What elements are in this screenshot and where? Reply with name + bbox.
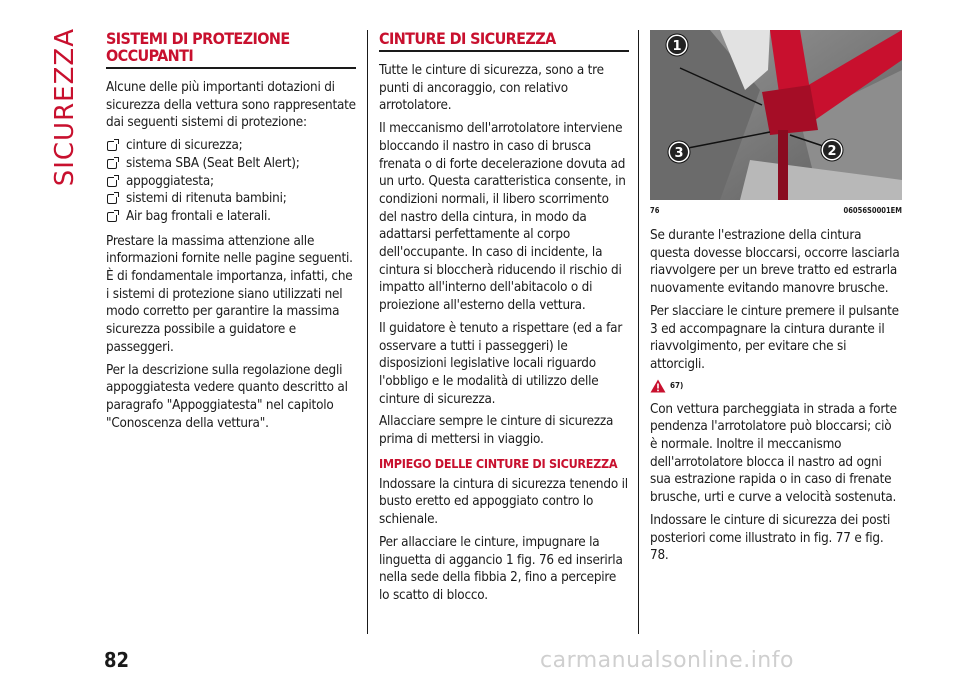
paragraph: Per slacciare le cinture premere il pulsante 3 ed accompagnare la cintura durante il riavvolgimento, per evitare che si attorcigli. <box>650 303 899 372</box>
checkbox-bullet-icon <box>107 159 117 169</box>
checkbox-bullet-icon <box>107 141 117 151</box>
paragraph: Il guidatore è tenuto a rispettare (ed a far osservare a tutti i passeggeri) le disposizioni legislative locali riguardo l'obbligo e le modalità di utilizzo delle cinture di sicurezza. <box>379 320 623 407</box>
checkbox-bullet-icon <box>107 212 117 222</box>
paragraph: Il meccanismo dell'arrotolatore interviene bloccando il nastro in caso di brusca frenata o di forte decelerazione dovuta ad un urto. Questa caratteristica consente, in condizioni normali, il libero scorrimento del nastro della cintura, in modo da adattarsi perfettamente al corpo dell'occupante. In caso di incidente, la cintura si bloccherà riducendo il rischio di impatto all'interno dell'abitacolo o di proiezione all'esterno della vettura. <box>379 121 626 314</box>
paragraph: Indossare le cinture di sicurezza dei posti posteriori come illustrato in fig. 77 e fig. 78. <box>650 512 891 564</box>
attention-paragraph: Prestare la massima attenzione alle informazioni fornite nelle pagine seguenti. È di fondamentale importanza, infatti, che i sistemi di protezione siano utilizzati nel modo corretto per garantire la massima sicurezza possibile a guidatore e passeggeri. <box>106 233 353 355</box>
column-belt-usage <box>650 30 902 570</box>
list-item: sistemi di ritenuta bambini; <box>106 190 356 208</box>
seat-belt-illustration <box>650 30 902 200</box>
column-divider <box>638 30 639 634</box>
headrest-paragraph: Per la descrizione sulla regolazione degli appoggiatesta vedere quanto descritto al paragrafo "Appoggiatesta" nel capitolo "Conoscenza della vettura". <box>106 362 348 431</box>
paragraph: Allacciare sempre le cinture di sicurezza prima di mettersi in viaggio. <box>379 414 614 448</box>
svg-text:3: 3 <box>674 146 684 161</box>
title-rule <box>106 67 356 69</box>
seat-belt-figure <box>650 30 902 200</box>
callout-1-icon <box>666 34 688 56</box>
list-item: sistema SBA (Seat Belt Alert); <box>106 155 356 173</box>
list-item: cinture di sicurezza; <box>106 137 356 155</box>
intro-paragraph: Alcune delle più importanti dotazioni di sicurezza della vettura sono rappresentate dai seguenti sistemi di protezione: <box>106 80 356 131</box>
column-occupant-protection <box>106 30 356 437</box>
watermark: carmanualsonline.info <box>540 648 794 673</box>
column-seat-belts <box>379 30 629 610</box>
svg-text:2: 2 <box>827 144 837 159</box>
protection-systems-list <box>106 137 356 226</box>
paragraph: Tutte le cinture di sicurezza, sono a tre punti di ancoraggio, con relativo arrotolatore. <box>379 63 604 114</box>
checkbox-bullet-icon <box>107 177 117 187</box>
figure-code: 06056S0001EM <box>843 206 902 215</box>
section-tab-label: SICUREZZA <box>50 28 80 187</box>
list-item: appoggiatesta; <box>106 173 356 191</box>
seat-belts-title: CINTURE DI SICUREZZA <box>379 29 556 48</box>
paragraph: Se durante l'estrazione della cintura questa dovesse bloccarsi, occorre lasciarla riavvolgere per un breve tratto ed estrarla nuovamente evitando manovre brusche. <box>650 228 900 297</box>
warning-triangle-icon <box>650 379 666 393</box>
title-rule <box>379 50 629 52</box>
warning-reference <box>650 379 902 393</box>
paragraph: Per allacciare le cinture, impugnare la linguetta di aggancio 1 fig. 76 ed inserirla nella sede della fibbia 2, fino a percepire lo scatto di blocco. <box>379 534 623 603</box>
callout-2-icon <box>821 139 843 161</box>
occupant-protection-title: SISTEMI DI PROTEZIONE OCCUPANTI <box>106 29 290 65</box>
list-item: Air bag frontali e laterali. <box>106 208 356 226</box>
paragraph: Con vettura parcheggiata in strada a forte pendenza l'arrotolatore può bloccarsi; ciò è normale. Inoltre il meccanismo dell'arrotolatore blocca il nastro ad ogni sua estrazione rapida o in caso di frenate brusche, urti e curve a velocità sostenuta. <box>650 401 897 506</box>
figure-number: 76 <box>650 206 660 215</box>
page-number: 82 <box>104 648 130 672</box>
callout-3-icon <box>668 141 690 163</box>
section-tab <box>50 28 86 187</box>
checkbox-bullet-icon <box>107 194 117 204</box>
figure-caption <box>650 206 902 215</box>
warning-ref-number: 67) <box>670 381 684 391</box>
svg-text:1: 1 <box>672 39 682 54</box>
paragraph: Indossare la cintura di sicurezza tenendo il busto eretto ed appoggiato contro lo schienale. <box>379 476 628 528</box>
column-divider <box>367 30 368 634</box>
belt-usage-subtitle: IMPIEGO DELLE CINTURE DI SICUREZZA <box>379 455 618 471</box>
